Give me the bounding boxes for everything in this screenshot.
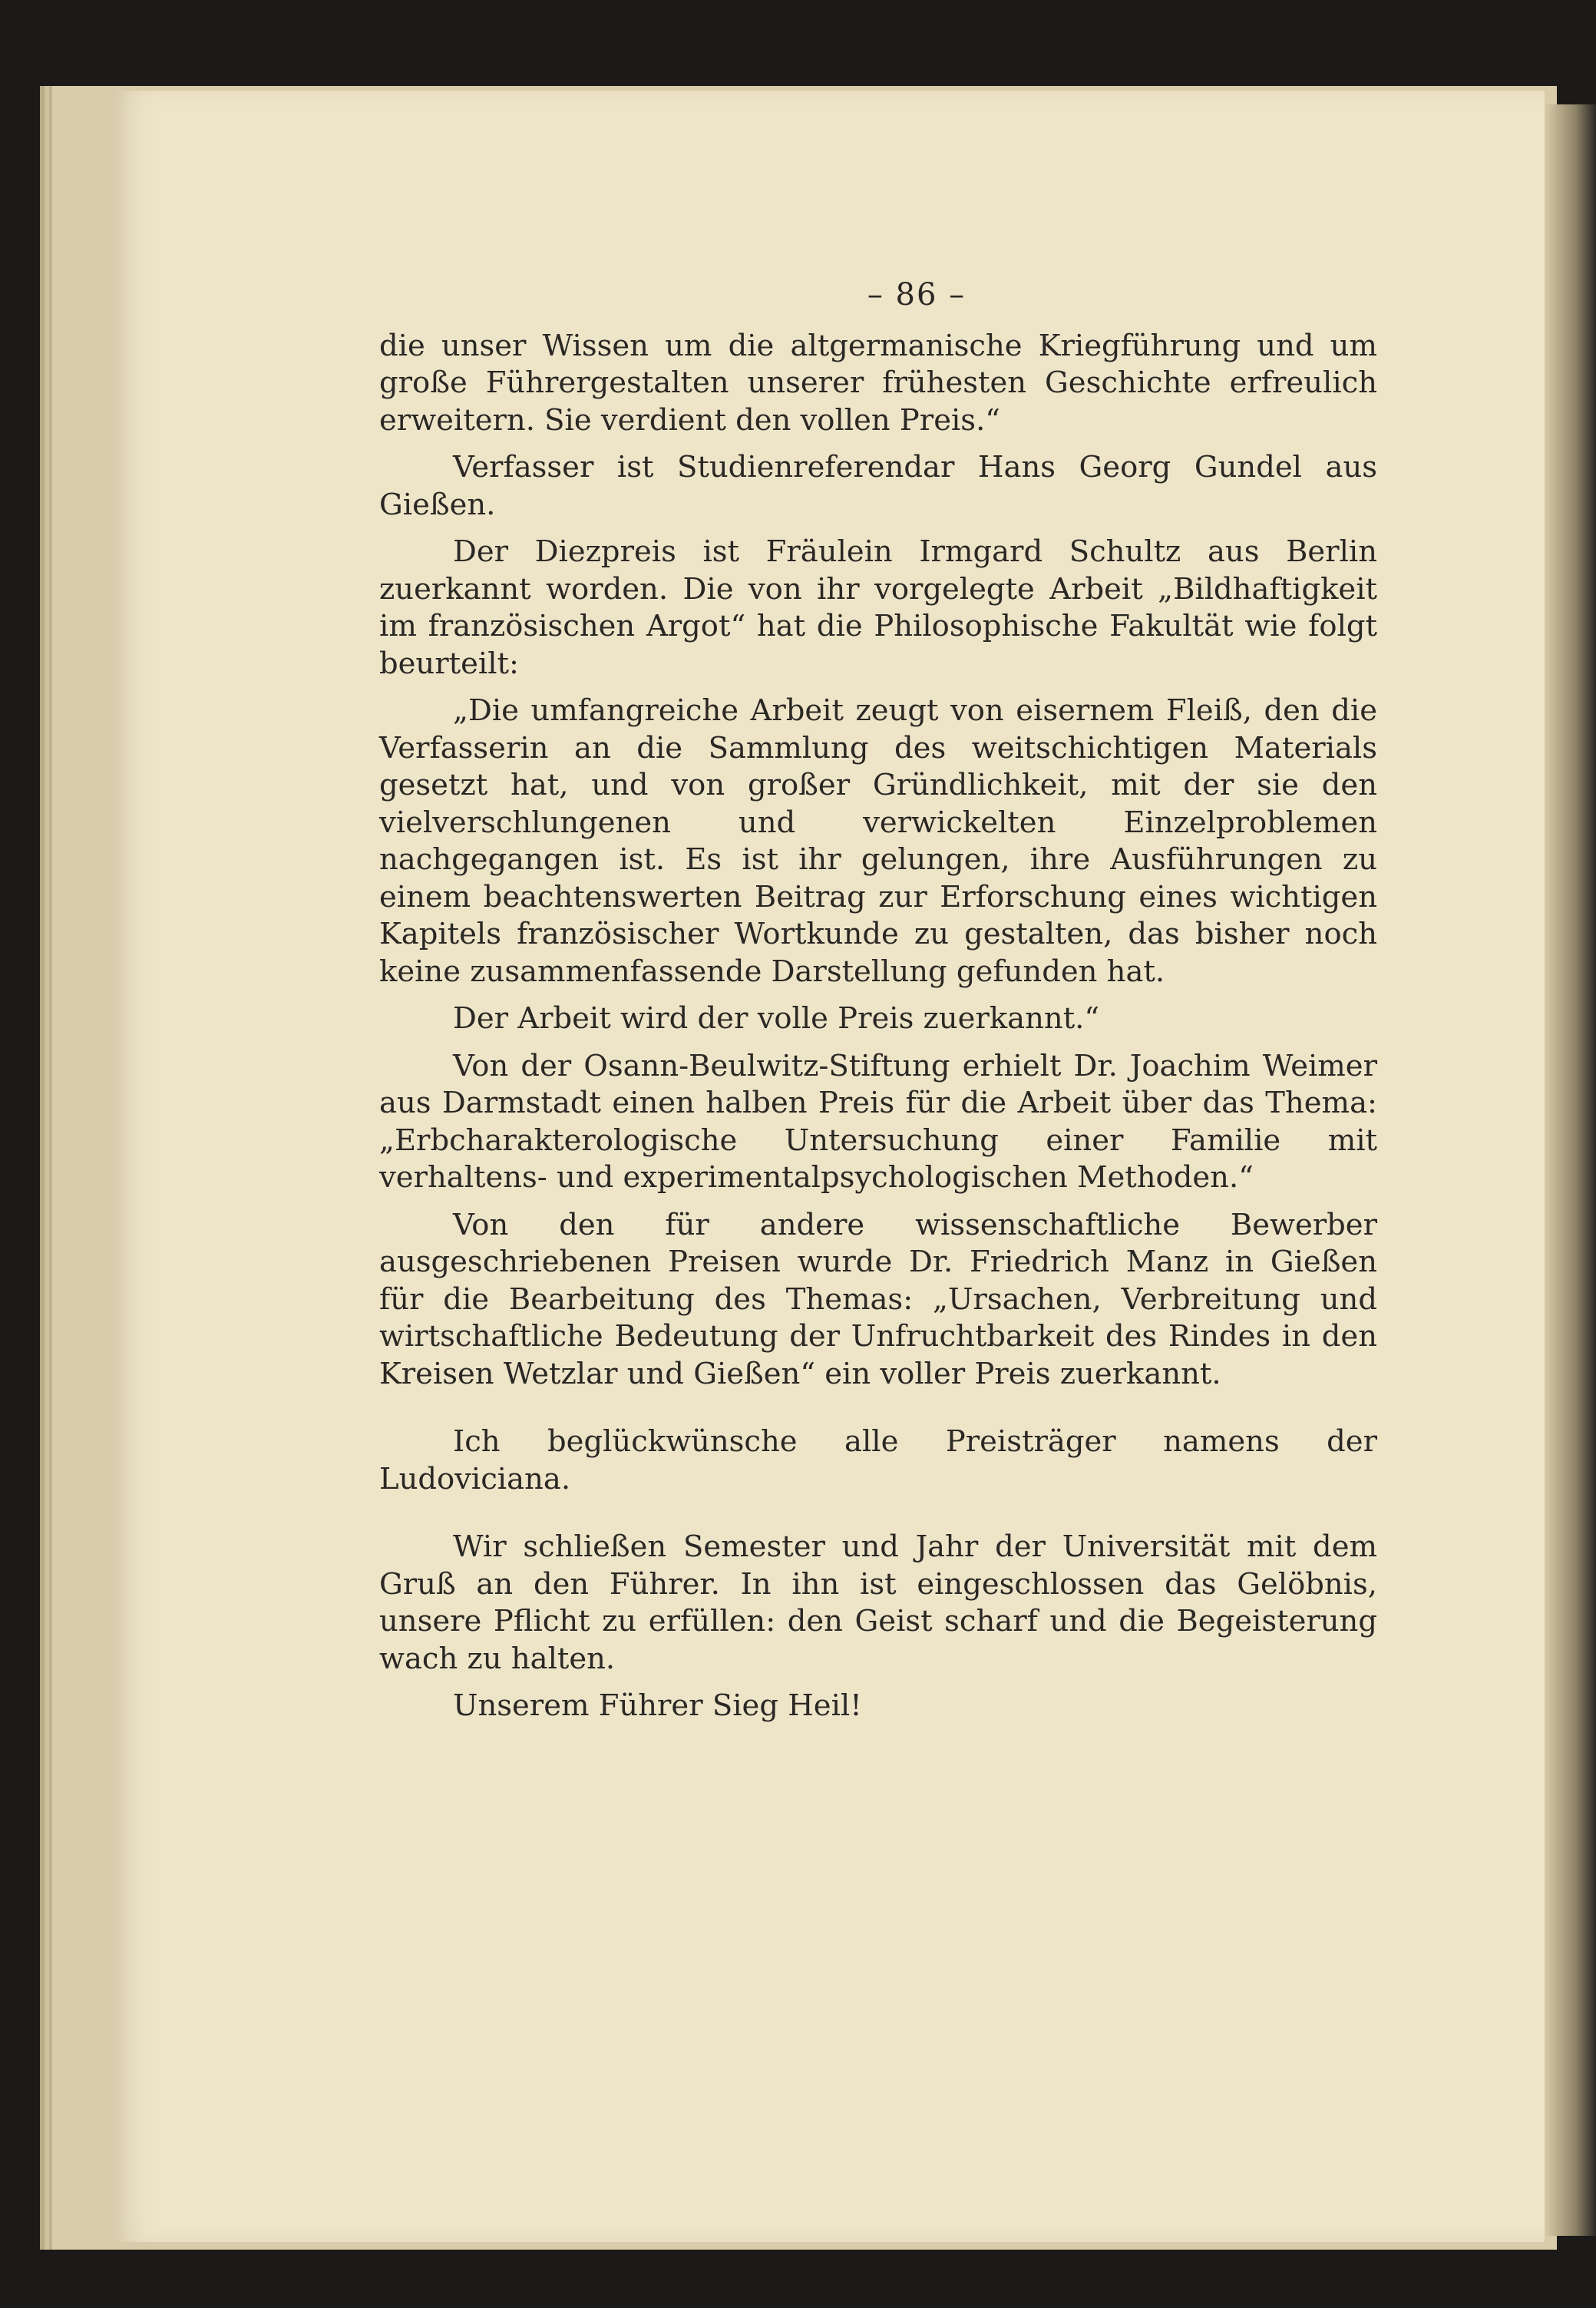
page-number: – 86 –: [867, 277, 967, 312]
paragraph-4: „Die umfangreiche Arbeit zeugt von eisernem Fleiß, den die Verfasserin an die Sammlung des weitschichtigen Materials gesetzt hat, und von großer Gründlichkeit, mit der sie den vielverschlungenen und verwickelten Einzelproblemen nachgegangen ist. Es ist ihr gelungen, ihre Ausführungen zu einem beachtenswerten Beitrag zur Erforschung eines wichtigen Kapitels französischer Wortkunde zu gestalten, das bisher noch keine zusammenfassende Darstellung gefunden hat.: [379, 693, 1377, 989]
paragraph-2: Verfasser ist Studienreferendar Hans Georg Gundel aus Gießen.: [379, 450, 1377, 522]
paragraph-10: Unserem Führer Sieg Heil!: [453, 1688, 862, 1723]
paragraph-1: die unser Wissen um die altgermanische Kriegführung und um große Führergestalten unserer frühesten Geschichte erfreulich erweitern. Sie verdient den vollen Preis.“: [379, 328, 1377, 438]
paragraph-7: Von den für andere wissenschaftliche Bewerber ausgeschriebenen Preisen wurde Dr. Friedrich Manz in Gießen für die Bearbeitung des Themas: „Ursachen, Verbreitung und wirtschaftliche Bedeutung der Unfruchtbarkeit des Rindes in den Kreisen Wetzlar und Gießen“ ein voller Preis zuerkannt.: [379, 1207, 1377, 1391]
paragraph-3: Der Diezpreis ist Fräulein Irmgard Schultz aus Berlin zuerkannt worden. Die von ihr vorgelegte Arbeit „Bildhaftigkeit im französischen Argot“ hat die Philosophische Fakultät wie folgt beurteilt:: [379, 534, 1377, 681]
paragraph-9: Wir schließen Semester und Jahr der Universität mit dem Gruß an den Führer. In ihn ist eingeschlossen das Gelöbnis, unsere Pflicht zu erfüllen: den Geist scharf und die Begeisterung wach zu halten.: [379, 1529, 1377, 1676]
book-gutter: [1545, 104, 1596, 2236]
page-text: [379, 276, 1377, 1735]
paragraph-8: Ich beglückwünsche alle Preisträger namens der Ludoviciana.: [379, 1424, 1377, 1496]
paragraph-6: Von der Osann-Beulwitz-Stiftung erhielt Dr. Joachim Weimer aus Darmstadt einen halben Preis für die Arbeit über das Thema: „Erbcharakterologische Untersuchung einer Familie mit verhaltens- und experimentalpsychologischen Methoden.“: [379, 1048, 1377, 1195]
paragraph-5: Der Arbeit wird der volle Preis zuerkannt.“: [453, 1001, 1100, 1036]
